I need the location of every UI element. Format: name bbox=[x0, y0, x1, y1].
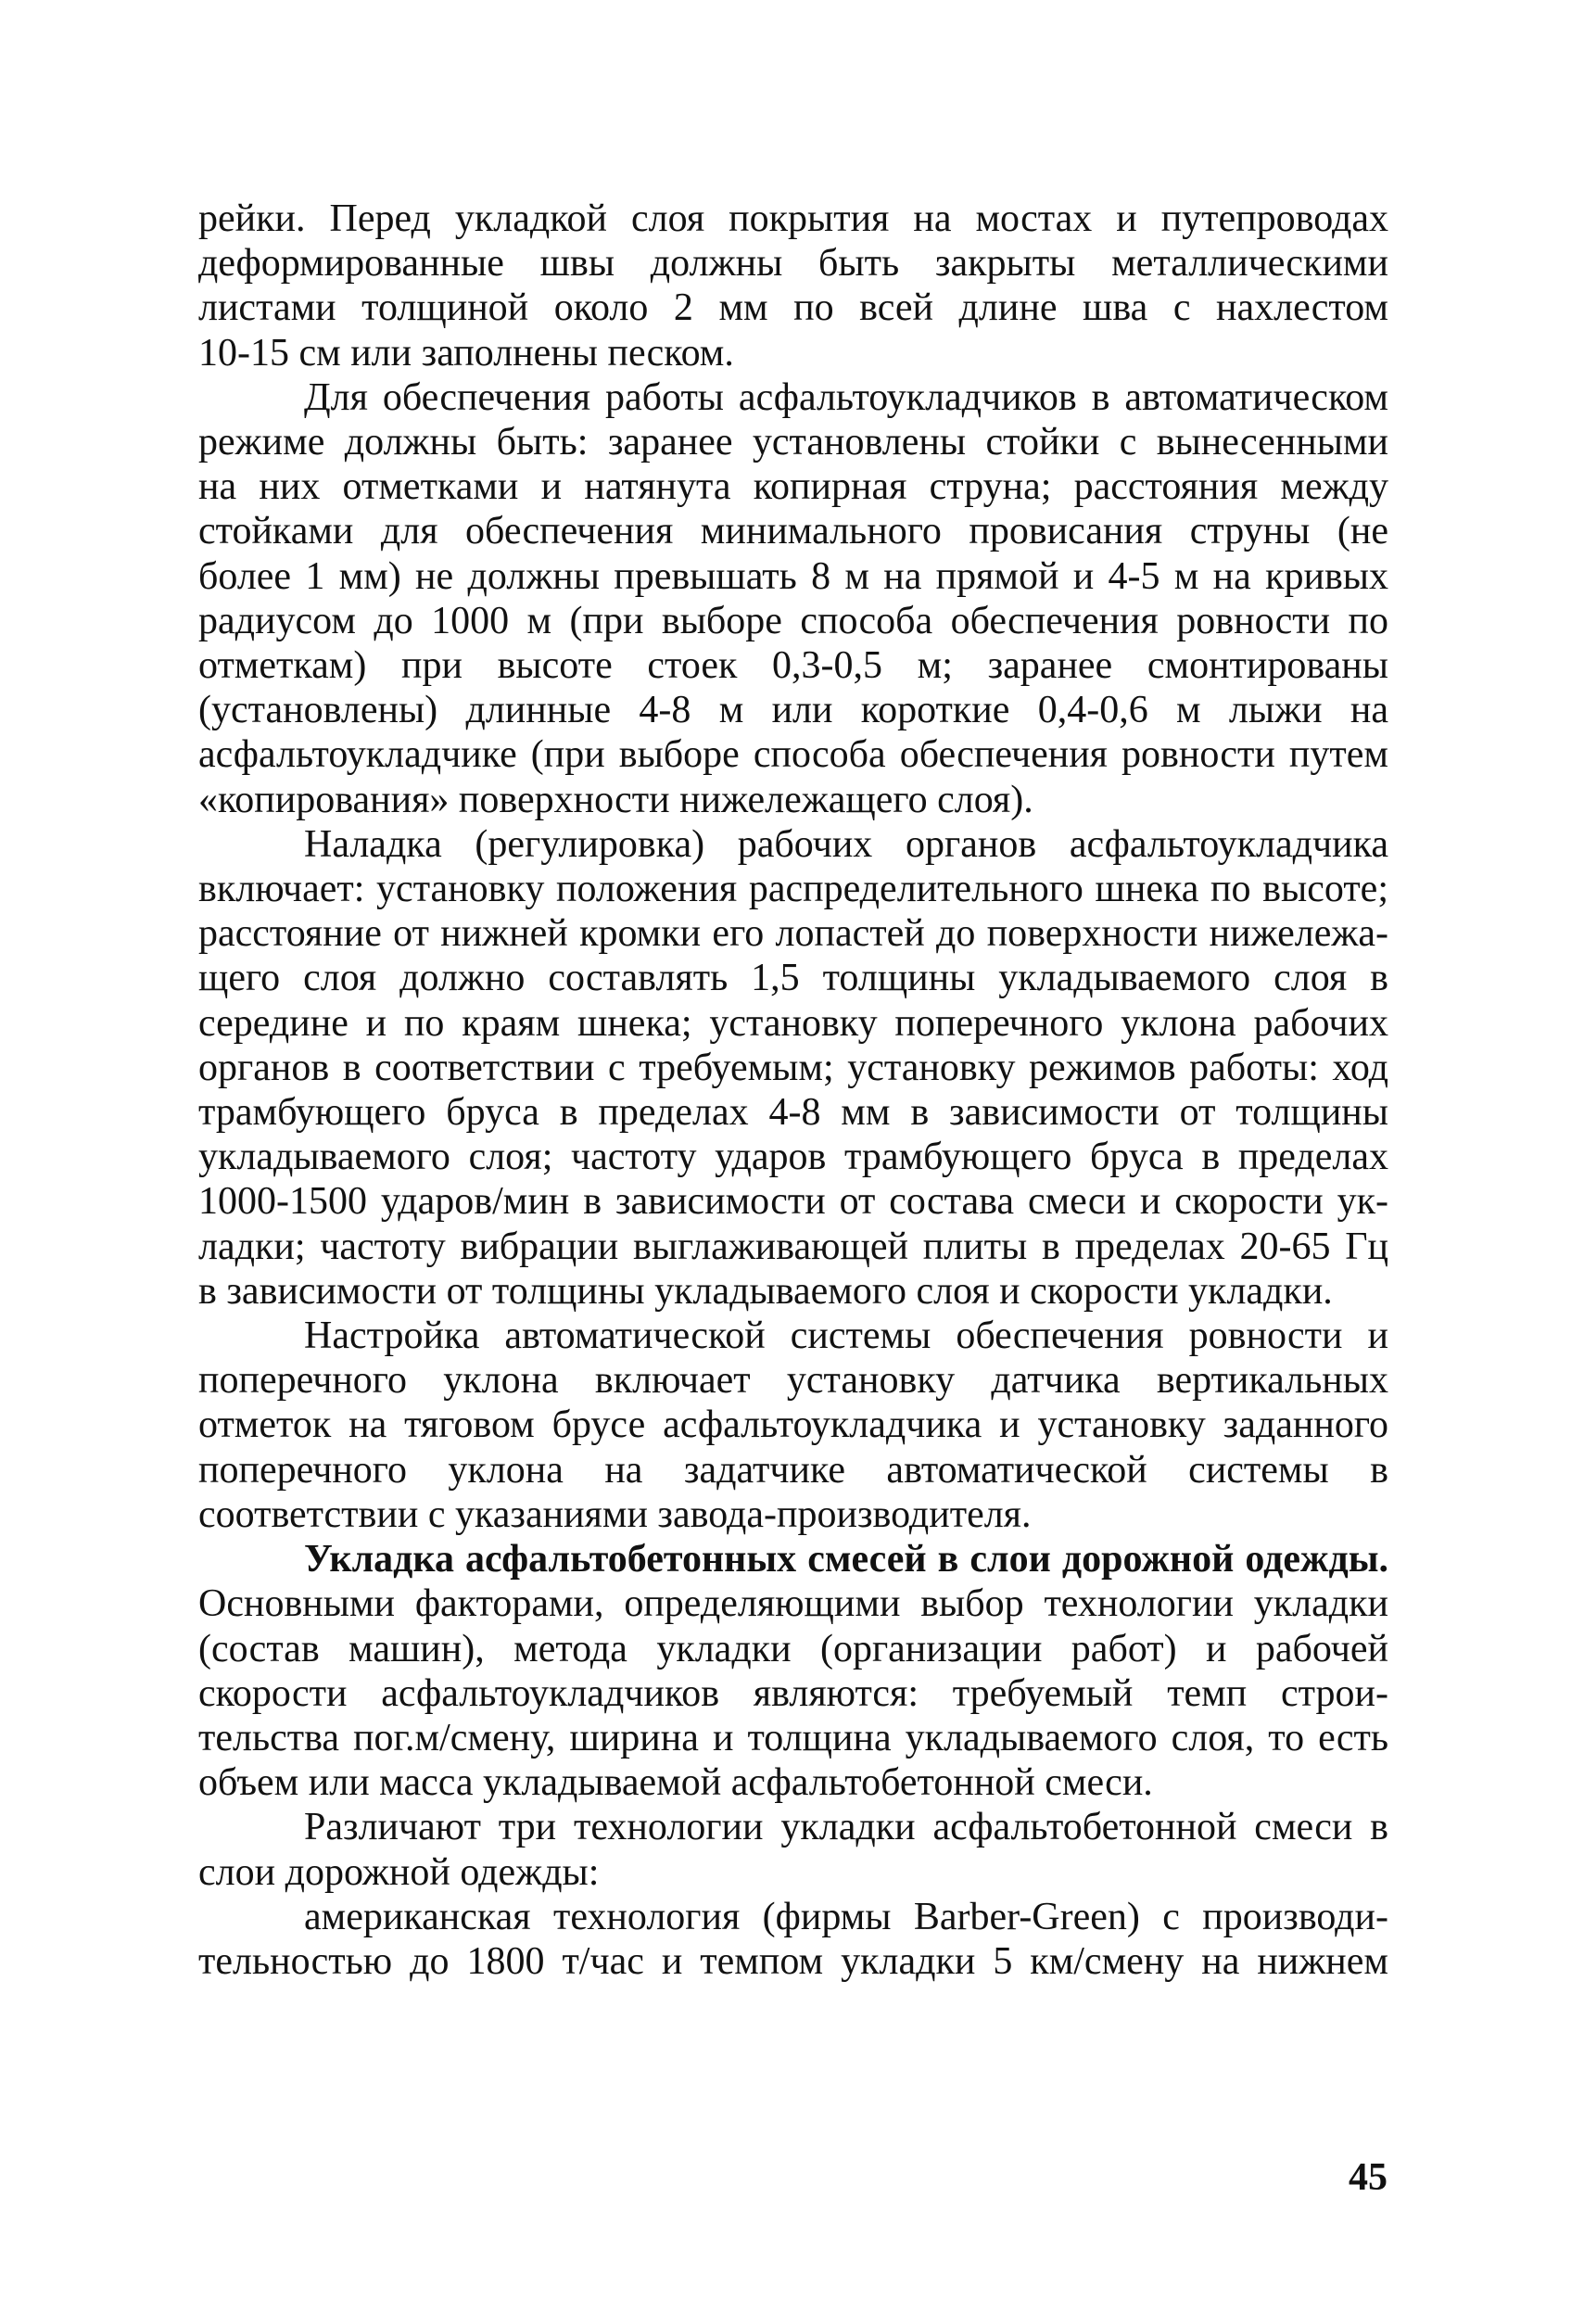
text-line: листами толщиной около 2 мм по всей длине шва с нахлестом bbox=[198, 286, 1388, 330]
text-line: органов в соответствии с требуемым; установку режимов работы: ход bbox=[198, 1046, 1388, 1089]
text-line: скорости асфальтоукладчиков являются: требуемый темп строи- bbox=[198, 1671, 1388, 1715]
page-number: 45 bbox=[1349, 2156, 1388, 2199]
text-line: отметкам) при высоте стоек 0,3-0,5 м; заранее смонтированы bbox=[198, 644, 1388, 688]
text-line: Для обеспечения работы асфальтоукладчиков в автоматическом bbox=[304, 375, 1388, 419]
text-line: радиусом до 1000 м (при выборе способа обеспечения ровности по bbox=[198, 599, 1388, 642]
text-line: на них отметками и натянута копирная струна; расстояния между bbox=[198, 465, 1388, 509]
text-line: включает: установку положения распределительного шнека по высоте; bbox=[198, 868, 1388, 911]
text-line: Основными факторами, определяющими выбор технологии укладки bbox=[198, 1582, 1388, 1626]
text-line: 1000-1500 ударов/мин в зависимости от состава смеси и скорости ук- bbox=[198, 1180, 1388, 1224]
text-line: режиме должны быть: заранее установлены стойки с вынесенными bbox=[198, 421, 1388, 464]
section-heading: Укладка асфальтобетонных смесей в слои дорожной одежды. bbox=[304, 1538, 1388, 1581]
text-line: слои дорожной одежды: bbox=[198, 1850, 600, 1894]
text-line: (состав машин), метода укладки (организации работ) и рабочей bbox=[198, 1627, 1388, 1670]
page-body bbox=[198, 197, 1388, 1984]
text-line: середине и по краям шнека; установку поперечного уклона рабочих bbox=[198, 1001, 1388, 1045]
text-line: ладки; частоту вибрации выглаживающей плиты в пределах 20-65 Гц bbox=[198, 1225, 1388, 1268]
text-line: отметок на тяговом брусе асфальтоукладчика и установку заданного bbox=[198, 1403, 1388, 1447]
text-line: стойками для обеспечения минимального провисания струны (не bbox=[198, 510, 1388, 553]
text-line: в зависимости от толщины укладываемого слоя и скорости укладки. bbox=[198, 1269, 1333, 1313]
text-line: тельства пог.м/смену, ширина и толщина укладываемого слоя, то есть bbox=[198, 1716, 1388, 1759]
text-line: укладываемого слоя; частоту ударов трамбующего бруса в пределах bbox=[198, 1136, 1388, 1179]
text-line: тельностью до 1800 т/час и темпом укладки 5 км/смену на нижнем bbox=[198, 1939, 1388, 1983]
text-line: рейки. Перед укладкой слоя покрытия на мостах и путепроводах bbox=[198, 197, 1388, 240]
text-line: более 1 мм) не должны превышать 8 м на прямой и 4-5 м на кривых bbox=[198, 554, 1388, 598]
text-line: объем или масса укладываемой асфальтобетонной смеси. bbox=[198, 1761, 1153, 1805]
text-line: расстояние от нижней кромки его лопастей до поверхности нижележа- bbox=[198, 912, 1388, 956]
text-line: трамбующего бруса в пределах 4-8 мм в зависимости от толщины bbox=[198, 1091, 1388, 1135]
text-line: поперечного уклона включает установку датчика вертикальных bbox=[198, 1359, 1388, 1403]
text-line: 10-15 см или заполнены песком. bbox=[198, 331, 734, 375]
text-line: поперечного уклона на задатчике автоматической системы в bbox=[198, 1448, 1388, 1492]
text-line: щего слоя должно составлять 1,5 толщины укладываемого слоя в bbox=[198, 957, 1388, 1000]
text-line: «копирования» поверхности нижележащего слоя). bbox=[198, 778, 1033, 821]
text-line: американская технология (фирмы Barber-Green) с производи- bbox=[304, 1895, 1388, 1938]
text-line: деформированные швы должны быть закрыты металлическими bbox=[198, 242, 1388, 286]
text-line: соответствии с указаниями завода-производителя. bbox=[198, 1492, 1032, 1536]
text-line: Настройка автоматической системы обеспечения ровности и bbox=[304, 1314, 1388, 1358]
text-line: Наладка (регулировка) рабочих органов асфальтоукладчика bbox=[304, 822, 1388, 866]
text-line: Различают три технологии укладки асфальтобетонной смеси в bbox=[304, 1806, 1388, 1849]
text-line: (установлены) длинные 4-8 м или короткие 0,4-0,6 м лыжи на bbox=[198, 689, 1388, 732]
text-line: асфальтоукладчике (при выборе способа обеспечения ровности путем bbox=[198, 733, 1388, 777]
